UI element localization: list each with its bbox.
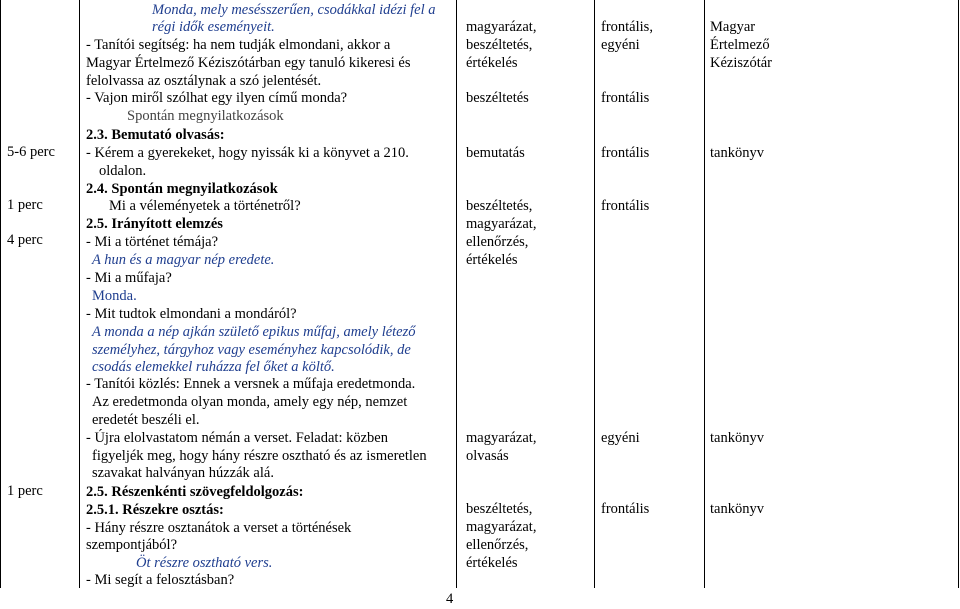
- workform-cell: frontális,: [601, 19, 653, 35]
- workform-cell: frontális: [601, 501, 650, 517]
- content-line: felolvassa az osztálynak a szó jelentését.: [86, 73, 322, 89]
- method-cell: ellenőrzés,: [466, 234, 529, 250]
- content-line: eredetét beszéli el.: [92, 412, 200, 428]
- content-line: - Vajon miről szólhat egy ilyen című monda?: [86, 90, 348, 106]
- content-line: - Újra elolvastatom némán a verset. Feladat: közben: [86, 430, 388, 446]
- content-line: - Mi a műfaja?: [86, 270, 172, 286]
- method-cell: értékelés: [466, 252, 518, 268]
- content-line: - Tanítói közlés: Ennek a versnek a műfaja eredetmonda.: [86, 376, 416, 392]
- time-cell: 4 perc: [7, 232, 43, 248]
- time-cell: 5-6 perc: [7, 144, 55, 160]
- tool-cell: tankönyv: [710, 430, 764, 446]
- section-heading: 2.5.1. Részekre osztás:: [86, 502, 224, 518]
- page-number: 4: [446, 591, 454, 607]
- method-cell: beszéltetés: [466, 90, 529, 106]
- tool-cell: tankönyv: [710, 501, 764, 517]
- content-line: figyeljék meg, hogy hány részre osztható és az ismeretlen: [92, 448, 427, 464]
- table-divider-2: [456, 0, 457, 588]
- content-line: - Mi a történet témája?: [86, 234, 219, 250]
- content-line: szavakat halványan húzzák alá.: [92, 465, 274, 481]
- table-divider-1: [79, 0, 80, 588]
- workform-cell: egyéni: [601, 37, 640, 53]
- workform-cell: egyéni: [601, 430, 640, 446]
- workform-cell: frontális: [601, 145, 650, 161]
- time-cell: 1 perc: [7, 197, 43, 213]
- method-cell: magyarázat,: [466, 430, 537, 446]
- method-cell: bemutatás: [466, 145, 525, 161]
- tool-cell: Értelmező: [710, 37, 770, 53]
- workform-cell: frontális: [601, 90, 650, 106]
- table-border-left: [0, 0, 1, 588]
- content-line: régi idők eseményeit.: [152, 19, 275, 35]
- table-border-right: [958, 0, 959, 588]
- method-cell: ellenőrzés,: [466, 537, 529, 553]
- content-line: oldalon.: [99, 163, 147, 179]
- content-line: A monda a nép ajkán születő epikus műfaj, amely létező: [92, 324, 416, 340]
- method-cell: beszéltetés,: [466, 198, 533, 214]
- time-cell: 1 perc: [7, 483, 43, 499]
- method-cell: értékelés: [466, 55, 518, 71]
- method-cell: beszéltetés,: [466, 37, 533, 53]
- content-line: Monda, mely mesésszerűen, csodákkal idézi fel a: [152, 2, 436, 18]
- method-cell: magyarázat,: [466, 216, 537, 232]
- content-line: - Hány részre osztanátok a verset a történések: [86, 520, 352, 536]
- content-line: - Mi segít a felosztásban?: [86, 572, 235, 588]
- method-cell: beszéltetés,: [466, 501, 533, 517]
- tool-cell: Kéziszótár: [710, 55, 772, 71]
- table-divider-3: [594, 0, 595, 588]
- content-line: csodás elemekkel ruházza fel őket a költő.: [92, 359, 335, 375]
- content-line: Spontán megnyilatkozások: [127, 108, 284, 124]
- method-cell: magyarázat,: [466, 519, 537, 535]
- content-line: - Tanítói segítség: ha nem tudják elmondani, akkor a: [86, 37, 391, 53]
- content-line: Öt részre osztható vers.: [136, 555, 273, 571]
- workform-cell: frontális: [601, 198, 650, 214]
- content-line: A hun és a magyar nép eredete.: [92, 252, 275, 268]
- table-divider-4: [704, 0, 705, 588]
- content-line: Magyar Értelmező Kéziszótárban egy tanuló kikeresi és: [86, 55, 411, 71]
- content-line: személyhez, tárgyhoz vagy eseményhez kapcsolódik, de: [92, 342, 411, 358]
- content-line: Az eredetmonda olyan monda, amely egy nép, nemzet: [92, 394, 408, 410]
- tool-cell: tankönyv: [710, 145, 764, 161]
- content-line: Monda.: [92, 288, 137, 304]
- content-line: - Mit tudtok elmondani a mondáról?: [86, 306, 297, 322]
- section-heading: 2.5. Irányított elemzés: [86, 216, 223, 232]
- content-line: szempontjából?: [86, 537, 178, 553]
- tool-cell: Magyar: [710, 19, 756, 35]
- section-heading: 2.3. Bemutató olvasás:: [86, 127, 225, 143]
- method-cell: olvasás: [466, 448, 509, 464]
- section-heading: 2.5. Részenkénti szövegfeldolgozás:: [86, 484, 304, 500]
- content-line: - Kérem a gyerekeket, hogy nyissák ki a könyvet a 210.: [86, 145, 409, 161]
- method-cell: értékelés: [466, 555, 518, 571]
- content-line: Mi a véleményetek a történetről?: [109, 198, 301, 214]
- section-heading: 2.4. Spontán megnyilatkozások: [86, 181, 278, 197]
- method-cell: magyarázat,: [466, 19, 537, 35]
